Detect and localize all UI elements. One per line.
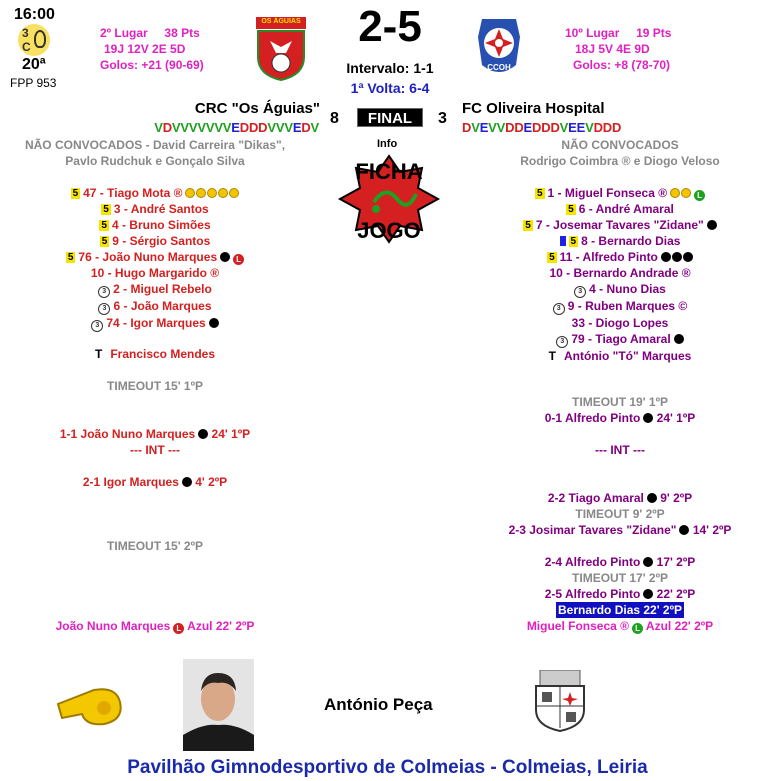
home-goal-2 <box>10 474 300 490</box>
away-interval: --- INT --- <box>595 443 645 457</box>
away-stats <box>565 25 671 73</box>
home-coach[interactable] <box>10 346 300 362</box>
ball-icon <box>220 252 230 262</box>
home-timeout-1: TIMEOUT 15' 1ºP <box>107 379 203 393</box>
form-result: V <box>275 120 285 135</box>
player-name: 6 - André Amaral <box>578 202 674 216</box>
form-result: V <box>310 120 319 135</box>
list-item[interactable] <box>478 249 762 265</box>
stat-badge: 5 <box>525 220 531 231</box>
venue-name[interactable]: Pavilhão Gimnodesportivo de Colmeias - Colmeias, Leiria <box>127 757 648 778</box>
player-name: 9 - Sérgio Santos <box>112 234 211 248</box>
away-crest[interactable] <box>474 15 524 79</box>
goal-minute: 24' 1ºP <box>211 427 251 441</box>
home-form <box>116 120 319 135</box>
home-coach-name: Francisco Mendes <box>110 347 216 361</box>
player-name: 8 - Bernardo Dias <box>581 234 681 248</box>
list-item[interactable] <box>10 217 300 233</box>
away-goal-2 <box>478 490 762 506</box>
form-result: E <box>576 120 586 135</box>
form-result: D <box>593 120 603 135</box>
goal-icon <box>681 188 691 198</box>
ball-icon <box>643 589 653 599</box>
card-player: Miguel Fonseca ® <box>526 619 630 633</box>
goal-icon <box>207 188 217 198</box>
form-result: D <box>541 120 551 135</box>
home-place: 2º Lugar <box>100 26 148 40</box>
stat-badge: 3 <box>91 320 103 332</box>
home-points: 38 Pts <box>164 26 200 40</box>
green-card-icon: L <box>694 190 705 201</box>
ball-icon <box>643 557 653 567</box>
home-goals: Golos: +21 (90-69) <box>100 58 204 72</box>
association-crest <box>530 670 590 732</box>
goal-icon <box>185 188 195 198</box>
ball-icon <box>643 413 653 423</box>
home-not-called-line1: NÃO CONVOCADOS - David Carreira "Dikas", <box>24 138 286 152</box>
stat-badge: 5 <box>67 252 74 263</box>
home-number: 8 <box>330 110 339 127</box>
stat-badge: 3 <box>553 303 565 315</box>
list-item[interactable] <box>10 265 300 281</box>
goal-icon <box>196 188 206 198</box>
away-goal-3 <box>478 522 762 538</box>
match-status: FINAL <box>357 108 423 127</box>
coach-icon: T <box>548 349 556 363</box>
home-crest-text: OS ÁGUIAS <box>261 18 301 25</box>
home-interval: --- INT --- <box>130 443 180 457</box>
blue-card-event: Bernardo Dias 22' 2ºP <box>558 603 682 617</box>
away-goal-4 <box>478 554 762 570</box>
info-link[interactable]: Info <box>377 138 398 150</box>
form-result: D <box>550 120 560 135</box>
list-item[interactable] <box>10 249 300 265</box>
goal-text: 0-1 Alfredo Pinto <box>544 411 641 425</box>
form-result: D <box>532 120 542 135</box>
halftime-score: Intervalo: 1-1 <box>346 60 434 76</box>
player-name: 76 - João Nuno Marques <box>78 250 218 264</box>
list-item[interactable] <box>478 233 762 249</box>
home-not-called-line2: Pavlo Rudchuk e Gonçalo Silva <box>65 154 245 168</box>
form-result: D <box>248 120 259 135</box>
form-result: E <box>523 120 533 135</box>
player-name: 2 - Miguel Rebelo <box>113 282 212 296</box>
referee-name[interactable]: António Peça <box>324 695 433 714</box>
player-name: 4 - Nuno Dias <box>589 282 666 296</box>
ball-icon <box>661 252 671 262</box>
goal-text: 2-5 Alfredo Pinto <box>544 587 641 601</box>
away-timeout-1: TIMEOUT 19' 1ºP <box>572 395 668 409</box>
home-lineup <box>10 185 300 332</box>
list-item[interactable] <box>478 217 762 233</box>
goal-text: 1-1 João Nuno Marques <box>59 427 196 441</box>
list-item[interactable] <box>10 201 300 217</box>
stat-badge: 5 <box>101 220 107 231</box>
away-blue-card-row <box>478 601 762 619</box>
away-points: 19 Pts <box>636 26 672 40</box>
form-result: V <box>188 120 198 135</box>
goal-text: 2-4 Alfredo Pinto <box>544 555 641 569</box>
form-result: D <box>258 120 268 135</box>
player-name: 79 - Tiago Amaral <box>571 332 671 346</box>
player-name: 4 - Bruno Simões <box>111 218 211 232</box>
goal-icon <box>229 188 239 198</box>
away-crest-text: CCOH <box>487 63 511 72</box>
goal-minute: 14' 2ºP <box>692 523 732 537</box>
home-goal-1 <box>10 426 300 442</box>
ball-icon <box>209 318 219 328</box>
stat-badge: 5 <box>536 188 543 199</box>
card-player: João Nuno Marques <box>55 619 171 633</box>
away-team-name[interactable]: FC Oliveira Hospital <box>462 100 605 117</box>
player-name: 10 - Bernardo Andrade ® <box>549 266 691 280</box>
away-not-called <box>478 137 762 169</box>
goal-text: 2-1 Igor Marques <box>82 475 179 489</box>
goal-text: 2-3 Josimar Tavares "Zidane" <box>508 523 677 537</box>
form-result: V <box>171 120 181 135</box>
red-card-icon: L <box>233 254 244 265</box>
list-item[interactable] <box>10 185 300 201</box>
away-form <box>462 120 621 135</box>
form-result: V <box>496 120 506 135</box>
stat-badge: 5 <box>570 236 577 247</box>
list-item[interactable] <box>478 201 762 217</box>
referee-photo[interactable] <box>183 659 254 751</box>
goal-minute: 17' 2ºP <box>656 555 696 569</box>
player-name: 9 - Ruben Marques © <box>567 299 688 313</box>
form-result: E <box>479 120 489 135</box>
home-team-name[interactable]: CRC "Os Águias" <box>194 100 320 117</box>
form-result: V <box>154 120 163 135</box>
form-result: D <box>239 120 249 135</box>
form-result: D <box>611 120 622 135</box>
goal-minute: 9' 2ºP <box>660 491 693 505</box>
ball-icon <box>198 429 208 439</box>
away-place: 10º Lugar <box>565 26 620 40</box>
list-item[interactable] <box>478 298 762 315</box>
stat-badge: 5 <box>549 252 555 263</box>
list-item[interactable] <box>10 281 300 298</box>
form-result: V <box>488 120 497 135</box>
stat-badge: 3 <box>556 336 568 348</box>
ball-icon <box>647 493 657 503</box>
home-stats <box>100 25 204 73</box>
match-time: 16:00 <box>14 6 55 23</box>
form-result: V <box>559 120 569 135</box>
ball-icon <box>672 252 682 262</box>
form-result: E <box>568 120 577 135</box>
home-card <box>10 618 300 634</box>
away-timeout-2: TIMEOUT 9' 2ºP <box>575 507 665 521</box>
form-result: V <box>197 120 206 135</box>
goal-minute: 22' 2ºP <box>656 587 696 601</box>
list-item[interactable] <box>478 185 762 201</box>
card-minute: Azul 22' 2ºP <box>187 619 255 633</box>
list-item[interactable] <box>10 233 300 249</box>
away-coach-name: António "Tó" Marques <box>563 349 692 363</box>
player-name: 47 - Tiago Mota ® <box>83 186 183 200</box>
whistle-icon <box>54 684 124 728</box>
away-not-called-line1: NÃO CONVOCADOS <box>561 138 679 152</box>
list-item[interactable] <box>478 265 762 281</box>
home-record: 19J 12V 2E 5D <box>104 42 186 56</box>
list-item[interactable] <box>478 331 762 348</box>
coach-icon: T <box>94 347 103 361</box>
form-result: V <box>214 120 223 135</box>
player-name: 3 - André Santos <box>113 202 209 216</box>
list-item[interactable] <box>478 315 762 331</box>
form-result: D <box>162 120 172 135</box>
ball-icon <box>707 220 717 230</box>
first-leg-score: 1ª Volta: 6-4 <box>350 80 430 96</box>
jogo-text: JOGO <box>357 218 421 243</box>
card-minute: Azul 22' 2ºP <box>645 619 714 633</box>
ball-icon <box>674 334 684 344</box>
goal-minute: 4' 2ºP <box>195 475 228 489</box>
list-item[interactable] <box>478 348 762 364</box>
form-result: V <box>284 120 293 135</box>
ball-icon <box>683 252 693 262</box>
final-score: 2-5 <box>358 2 422 51</box>
away-goal-5 <box>478 586 762 602</box>
list-item[interactable] <box>478 281 762 298</box>
form-result: D <box>505 120 515 135</box>
home-timeout-2: TIMEOUT 15' 2ºP <box>107 539 203 553</box>
form-result: V <box>180 120 189 135</box>
league-logo: 3 C <box>18 24 50 56</box>
ficha-jogo-logo[interactable] <box>336 154 442 244</box>
home-crest[interactable] <box>256 17 306 81</box>
goal-text: 2-2 Tiago Amaral <box>547 491 644 505</box>
red-card-icon: L <box>173 623 184 634</box>
blue-card-icon <box>560 236 566 246</box>
ball-icon <box>182 477 192 487</box>
ball-icon <box>679 525 689 535</box>
stat-badge: 5 <box>568 204 574 215</box>
form-result: D <box>301 120 311 135</box>
goal-icon <box>670 188 680 198</box>
form-result: D <box>462 120 472 135</box>
player-name: 74 - Igor Marques <box>106 316 206 330</box>
list-item[interactable] <box>10 315 300 332</box>
player-name: 1 - Miguel Fonseca ® <box>547 186 668 200</box>
player-name: 7 - Josemar Tavares "Zidane" <box>535 218 704 232</box>
round-number: 20ª <box>22 56 46 73</box>
away-goals: Golos: +8 (78-70) <box>573 58 671 72</box>
home-not-called <box>10 137 300 169</box>
form-result: E <box>231 120 240 135</box>
player-name: 10 - Hugo Margarido ® <box>90 266 220 280</box>
stat-badge: 5 <box>72 188 79 199</box>
goal-minute: 24' 1ºP <box>656 411 696 425</box>
stat-badge: 5 <box>101 236 108 247</box>
away-record: 18J 5V 4E 9D <box>575 42 650 56</box>
away-card <box>478 618 762 634</box>
away-lineup <box>478 185 762 364</box>
away-goal-1 <box>478 410 762 426</box>
away-not-called-line2: Rodrigo Coimbra ® e Diogo Veloso <box>520 154 720 168</box>
ficha-text: FICHA <box>355 159 423 184</box>
player-name: 11 - Alfredo Pinto <box>559 250 658 264</box>
stat-badge: 3 <box>574 286 586 298</box>
form-result: V <box>585 120 594 135</box>
away-timeout-3: TIMEOUT 17' 2ºP <box>572 571 668 585</box>
list-item[interactable] <box>10 298 300 315</box>
stat-badge: 5 <box>103 204 109 215</box>
form-result: V <box>471 120 480 135</box>
form-result: D <box>602 120 612 135</box>
fpp-code: FPP 953 <box>10 76 57 90</box>
form-result: E <box>292 120 302 135</box>
player-name: 6 - João Marques <box>113 299 212 313</box>
form-result: D <box>514 120 524 135</box>
away-number: 3 <box>438 110 447 127</box>
player-name: 33 - Diogo Lopes <box>571 316 669 330</box>
form-result: V <box>222 120 232 135</box>
green-card-icon: L <box>632 623 643 634</box>
form-result: V <box>267 120 276 135</box>
stat-badge: 3 <box>98 286 110 298</box>
form-result: V <box>205 120 215 135</box>
stat-badge: 3 <box>98 303 110 315</box>
goal-icon <box>218 188 228 198</box>
